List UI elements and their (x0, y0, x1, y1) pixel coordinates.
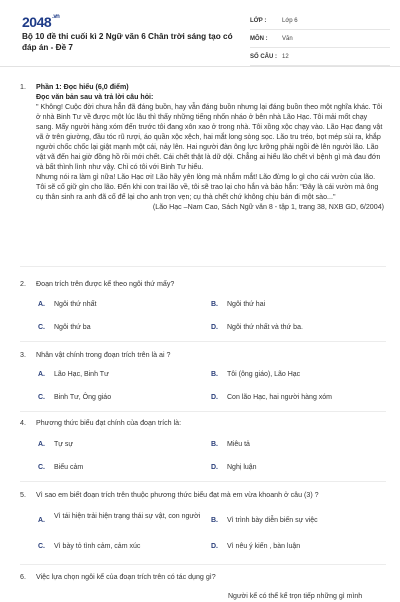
option-text: Tự sự (54, 441, 74, 448)
question-text: Vì sao em biết đoạn trích trên thuộc phương thức biểu đạt mà em vừa khoanh ở câu (3) ? (36, 491, 319, 499)
logo-main: 2048 (22, 14, 52, 30)
question-number: 1. (20, 83, 26, 91)
option-letter: A. (38, 301, 45, 308)
meta-table (250, 12, 390, 66)
option-letter: C. (38, 543, 45, 550)
option-text: Tôi (ông giáo), Lão Hạc (227, 371, 301, 378)
meta-value: Văn (282, 35, 293, 42)
option-letter: A. (38, 517, 45, 524)
page-header (0, 0, 400, 67)
option-letter: C. (38, 324, 45, 331)
option-letter: B. (211, 301, 218, 308)
option-letter: C. (38, 394, 45, 401)
meta-row-count (250, 48, 390, 66)
option-text: Con lão Hạc, hai người hàng xóm (227, 394, 332, 401)
logo-suffix: .vn (52, 14, 60, 20)
passage-source: (Lão Hạc –Nam Cao, Sách Ngữ văn 8 - tập 1, trang 38, NXB GD, 6/2004) (152, 203, 384, 211)
option-letter: B. (211, 371, 218, 378)
meta-row-class (250, 12, 390, 30)
option-letter: D. (211, 324, 218, 331)
section-instruction: Đọc văn bản sau và trả lời câu hỏi: (36, 93, 154, 101)
question-number: 4. (20, 419, 26, 427)
question-text: Phương thức biểu đạt chính của đoạn trích là: (36, 419, 182, 427)
question-number: 2. (20, 280, 26, 288)
option-text: Ngôi thứ nhất (54, 301, 97, 308)
passage-paragraph: " Không! Cuộc đời chưa hẳn đã đáng buồn, hay vẫn đáng buồn nhưng lại đáng buồn theo một nghĩa khác. Tôi ở nhà Binh Tư về được một lúc lâu thì thấy những tiếng nhốn nháo ở bên nhà Lão Hạc. Tôi mải mốt chạy sang. Mấy người hàng xóm đến trước tôi đang xôn xao ở trong nhà. Tôi xồng xộc chạy vào. Lão Hạc đang vật vã ở trên giường, đầu tóc rũ rượi, áo quần xộc xệch, hai mắt long sòng sọc. Lão tru tréo, bọt mép sùi ra, khắp người chốc chốc lại giật mạnh một cái, nảy lên. Hai người đàn ông lực lưỡng phải ngồi đè lên người lão. Lão vật vã đến hai giờ đồng hồ rồi mới chết. Cái chết thật là dữ dội. Chẳng ai hiểu lão chết vì bệnh gì mà đau đớn và bất thình lình như vậy. Chỉ có tôi với Binh Tư hiểu. (36, 103, 383, 171)
page-title: Bộ 10 đề thi cuối kì 2 Ngữ văn 6 Chân trời sáng tạo có đáp án - Đề 7 (22, 32, 233, 52)
divider (20, 564, 386, 565)
meta-value: Lớp 6 (282, 17, 298, 24)
question-text: Nhân vật chính trong đoạn trích trên là ai ? (36, 351, 171, 359)
option-text: Miêu tả (227, 441, 250, 448)
section-heading: Phần 1: Đọc hiểu (6,0 điểm) (36, 83, 129, 91)
meta-key: LỚP : (250, 17, 267, 24)
option-text: Ngôi thứ ba (54, 324, 91, 331)
option-text: Vì nêu ý kiến , bàn luận (227, 543, 301, 550)
question-text: Đoạn trích trên được kể theo ngôi thứ mấy? (36, 280, 175, 288)
option-letter: B. (211, 441, 218, 448)
option-letter: C. (38, 464, 45, 471)
option-letter: D. (211, 394, 218, 401)
option-text: Lão Hạc, Binh Tư (54, 371, 109, 378)
option-text: Binh Tư, Ông giáo (54, 394, 112, 401)
question-text: Việc lựa chọn ngôi kể của đoạn trích trên có tác dụng gì? (36, 573, 216, 581)
option-text: Biểu cảm (54, 464, 84, 471)
meta-key: MÔN : (250, 35, 268, 42)
option-letter: A. (38, 371, 45, 378)
option-text: Nghị luận (227, 464, 257, 471)
question-body (36, 82, 384, 212)
question-number: 5. (20, 491, 26, 499)
option-letter: D. (211, 464, 218, 471)
meta-row-subject (250, 30, 390, 48)
meta-value: 12 (282, 53, 289, 60)
divider (20, 481, 386, 482)
option-text: Ngôi thứ hai (227, 301, 266, 308)
option-text: Vì tái hiện trải hiện trạng thái sự vật, con người (54, 513, 201, 520)
option-letter: B. (211, 517, 218, 524)
option-letter: D. (211, 543, 218, 550)
question-number: 6. (20, 573, 26, 581)
divider (20, 266, 386, 267)
divider (20, 411, 386, 412)
option-text: Ngôi thứ nhất và thứ ba. (227, 324, 303, 331)
meta-key: SỐ CÂU : (250, 53, 277, 60)
option-letter: A. (38, 441, 45, 448)
option-text: Người kể có thể kể trọn tiếp những gì mình (228, 593, 363, 600)
passage-paragraph: Nhưng nói ra làm gì nữa! Lão Hạc ơi! Lão hãy yên lòng mà nhắm mắt! Lão đừng lo gì cho cái vườn của lão. Tôi sẽ cố giữ gìn cho lão. Đến khi con trai lão về, tôi sẽ trao lại cho hắn và bảo hắn: "Đây là cái vườn mà ông cụ thân sinh ra anh đã cố để lại cho anh trọn vẹn; cụ thà chết chứ không chịu bán đi một sào..." (36, 173, 379, 201)
question-number: 3. (20, 351, 26, 359)
divider (20, 341, 386, 342)
reading-passage (36, 102, 384, 202)
option-text: Vì bày tỏ tình cảm, cảm xúc (54, 543, 141, 550)
option-text: Vì trình bày diễn biến sự việc (227, 517, 318, 524)
site-logo[interactable] (22, 14, 59, 30)
